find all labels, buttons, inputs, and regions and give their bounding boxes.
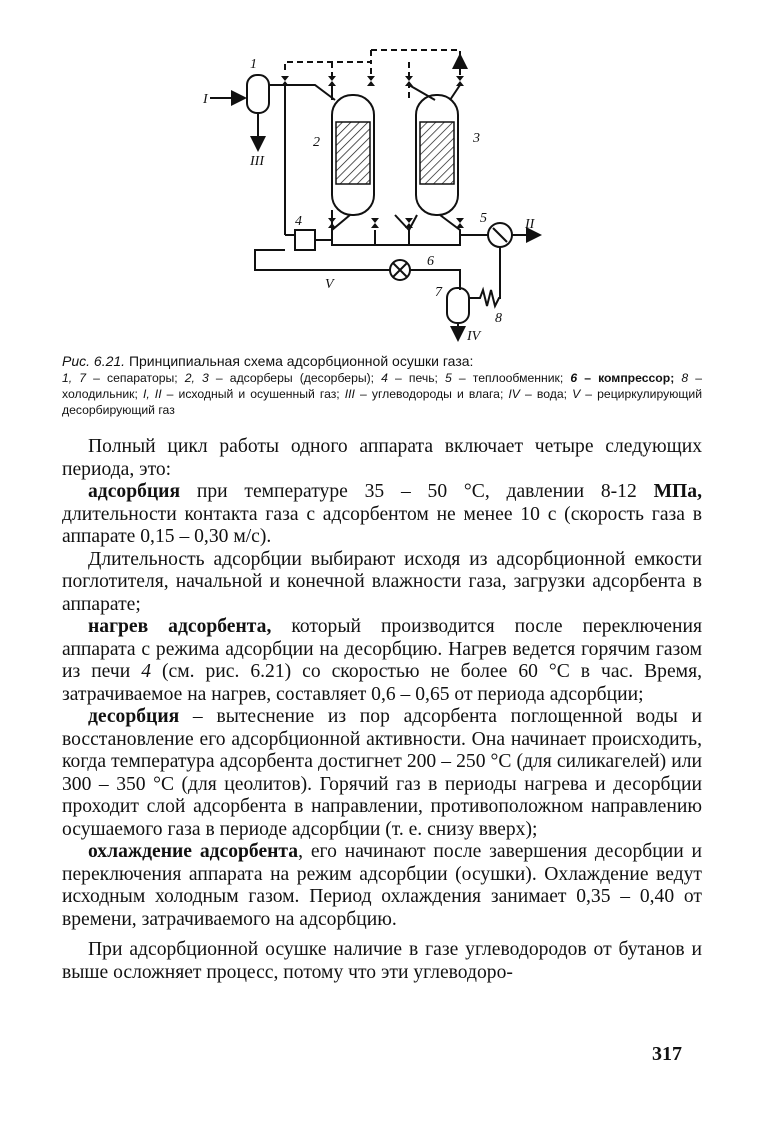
paragraph-text: , его начинают после завершения десорбции и переключения аппарата на режим адсорбции (осушки). Охлаждение ведут исходным холодным газом. Период охлаждения занимает 0,35 – 0,40 от времени, затрачиваемого на адсорбцию. <box>62 841 703 930</box>
paragraph-adsorption <box>62 481 702 549</box>
label-4: 4 <box>295 214 302 229</box>
figure-adsorption-scheme <box>195 40 555 350</box>
legend-key: V <box>572 387 581 401</box>
body-text <box>62 436 702 984</box>
legend-key: 8 <box>681 371 689 385</box>
paragraph-text: при температуре 35 – 50 °С, давлении 8-12 <box>180 481 654 502</box>
caption-title-text: Принципиальная схема адсорбционной осушки газа: <box>128 353 474 369</box>
cooler-8 <box>469 247 500 306</box>
caption-legend <box>62 370 702 418</box>
legend-value: – холодильник; <box>62 371 702 401</box>
label-IV: IV <box>467 329 481 344</box>
dashed-line-top-left <box>285 62 371 80</box>
separator-1 <box>247 75 269 113</box>
legend-value: – печь; <box>387 371 446 385</box>
term-heating: нагрев адсорбента, <box>88 616 272 637</box>
label-6: 6 <box>427 254 434 269</box>
legend-value: – сепараторы; <box>86 371 185 385</box>
caption-number: Рис. 6.21. <box>62 353 126 369</box>
label-2: 2 <box>313 135 320 150</box>
label-V: V <box>325 277 334 292</box>
label-7: 7 <box>435 285 442 300</box>
label-8: 8 <box>495 311 502 326</box>
term-adsorption: адсорбция <box>88 481 181 502</box>
legend-key: III <box>344 387 355 401</box>
legend-value: – исходный и осушенный газ; <box>161 387 345 401</box>
label-I: I <box>203 92 208 107</box>
paragraph-butanes: При адсорбционной осушке наличие в газе углеводородов от бутанов и выше осложняет процесс, потому что эти углеводоро- <box>62 939 702 983</box>
dashed-line-top-right <box>371 50 460 75</box>
ref-furnace: 4 <box>141 661 152 682</box>
furnace-4 <box>285 230 315 250</box>
caption-title <box>62 352 702 370</box>
label-III: III <box>250 154 264 169</box>
paragraph-intro: Полный цикл работы одного аппарата включает четыре следующих периода, это: <box>62 436 702 480</box>
legend-value: – рециркулирующий десорбирующий газ <box>62 387 702 417</box>
paragraph-cooling <box>62 841 702 931</box>
legend-value: – теплообменник; <box>451 371 571 385</box>
legend-key: 1, 7 <box>62 371 87 385</box>
legend-value: – углеводороды и влага; <box>354 387 509 401</box>
term-desorption: десорбция <box>88 706 180 727</box>
paragraph-heating <box>62 616 702 706</box>
separator-7 <box>447 288 469 323</box>
paragraph-text: – вытеснение из пор адсорбента поглощенной воды и восстановление его адсорбционной активности. Она начинает происходить, когда температура адсорбента достигнет 200 – 250 °С (для силикагелей) или 300 – 350 °С (для цеолитов). Горячий газ в периоды нагрева и десорбции проходит слой адсорбента в направлении, противоположном направлению осушаемого газа в периоде адсорбции (т. е. снизу вверх); <box>62 706 702 840</box>
unit-mpa: МПа, <box>653 481 702 502</box>
legend-key: 2, 3 <box>184 371 209 385</box>
legend-value: – вода; <box>519 387 573 401</box>
label-II: II <box>525 217 535 232</box>
label-1: 1 <box>250 57 257 72</box>
legend-key: 6 <box>570 371 578 385</box>
legend-key: IV <box>508 387 520 401</box>
paragraph-duration: Длительность адсорбции выбирают исходя из адсорбционной емкости поглотителя, начальной и конечной влажности газа, загрузки адсорбента в аппарате; <box>62 548 702 615</box>
legend-key: 4 <box>381 371 388 385</box>
label-5: 5 <box>480 211 487 226</box>
legend-key: 5 <box>445 371 452 385</box>
legend-key: I, II <box>142 387 162 401</box>
label-3: 3 <box>473 131 480 146</box>
term-cooling: охлаждение адсорбента <box>88 841 299 862</box>
paragraph-text: (см. рис. 6.21) со скоростью не более 60 °С в час. Время, затрачиваемое на нагрев, составляет 0,6 – 0,65 от периода адсорбции; <box>62 661 702 705</box>
figure-caption <box>62 352 702 418</box>
scheme-diagram <box>195 40 555 350</box>
paragraph-desorption <box>62 706 702 841</box>
paragraph-text: который производится после переключения аппарата с режима адсорбции на десорбцию. Нагрев ведется горячим газом из печи <box>62 616 702 682</box>
legend-value: – адсорберы (десорберы); <box>208 371 382 385</box>
legend-value: – компрессор; <box>577 371 682 385</box>
paragraph-text: длительности контакта газа с адсорбентом не менее 10 с (скорость газа в аппарате 0,15 – 0,30 м/с). <box>62 503 702 547</box>
page-number: 317 <box>652 1043 682 1065</box>
